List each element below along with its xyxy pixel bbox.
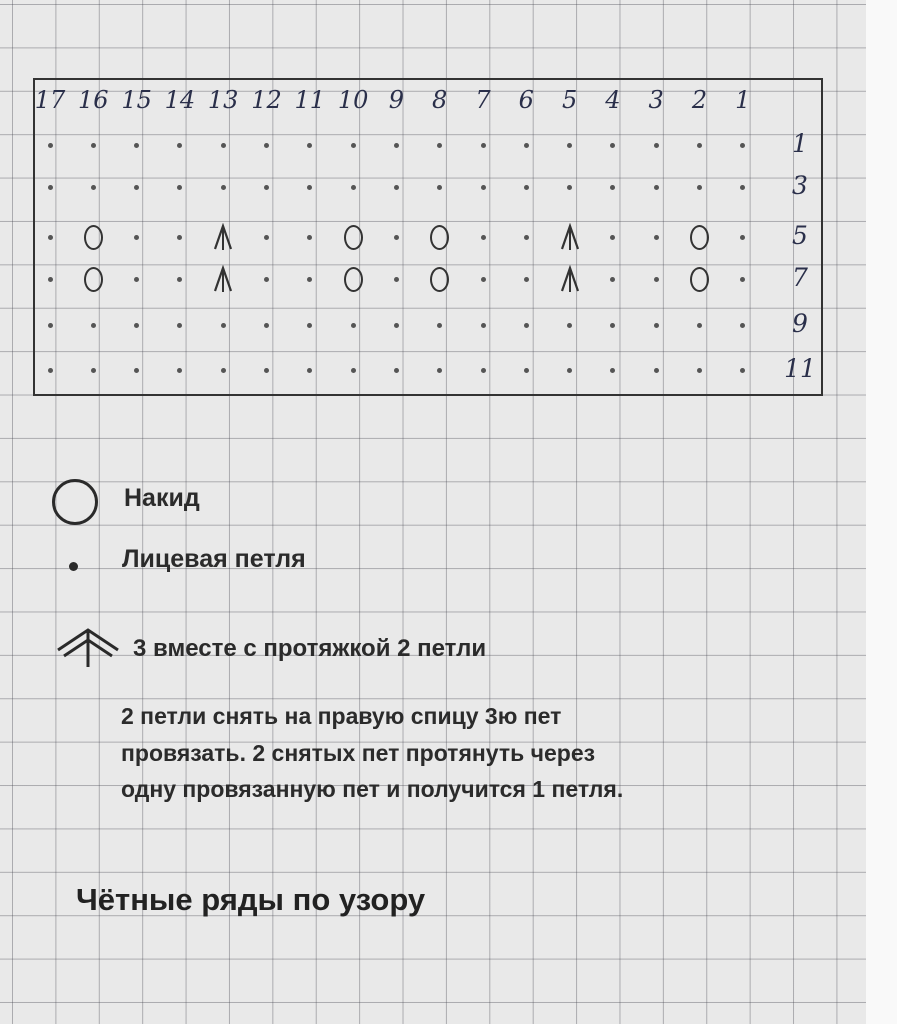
chart-cell xyxy=(638,259,674,299)
yarn-over-symbol-icon xyxy=(52,479,98,525)
chart-cell xyxy=(508,125,544,165)
chart-cell xyxy=(205,167,241,207)
column-number: 3 xyxy=(648,86,664,114)
arrow-up-icon xyxy=(212,223,234,251)
decrease-description-line: провязать. 2 снятых пет протянуть через xyxy=(121,740,596,766)
row-number: 3 xyxy=(792,171,808,200)
dot-icon xyxy=(91,368,96,373)
dot-icon xyxy=(177,368,182,373)
column-number: 5 xyxy=(561,86,578,114)
dot-icon xyxy=(307,235,312,240)
chart-cell xyxy=(335,217,371,257)
chart-cell xyxy=(465,259,501,299)
column-number: 4 xyxy=(605,86,621,114)
chart-cell xyxy=(595,350,631,390)
chart-cell xyxy=(32,350,68,390)
dot-icon xyxy=(91,143,96,148)
dot-icon xyxy=(697,323,702,328)
dot-icon xyxy=(307,277,312,282)
column-number: 11 xyxy=(294,86,326,114)
chart-cell xyxy=(292,125,328,165)
chart-cell xyxy=(205,259,241,299)
chart-cell xyxy=(595,167,631,207)
dot-icon xyxy=(48,323,53,328)
chart-cell xyxy=(422,305,458,345)
row-number: 11 xyxy=(784,354,816,383)
dot-icon xyxy=(610,143,615,148)
chart-cell xyxy=(119,217,155,257)
chart-cell xyxy=(32,305,68,345)
chart-cell xyxy=(205,350,241,390)
dot-icon xyxy=(481,235,486,240)
dot-icon xyxy=(91,323,96,328)
dot-icon xyxy=(654,277,659,282)
dot-icon xyxy=(394,185,399,190)
dot-icon xyxy=(697,143,702,148)
page-edge xyxy=(866,0,897,1024)
dot-icon xyxy=(437,143,442,148)
column-number: 8 xyxy=(432,86,448,114)
chart-cell xyxy=(75,167,111,207)
dot-icon xyxy=(221,185,226,190)
dot-icon xyxy=(134,368,139,373)
chart-cell xyxy=(249,217,285,257)
dot-icon xyxy=(567,323,572,328)
dot-icon xyxy=(610,323,615,328)
dot-icon xyxy=(740,323,745,328)
chart-cell xyxy=(32,125,68,165)
dot-icon xyxy=(48,277,53,282)
row-number: 1 xyxy=(792,129,808,158)
chart-cell xyxy=(378,217,414,257)
dot-icon xyxy=(351,368,356,373)
chart-cell xyxy=(292,350,328,390)
circle-icon xyxy=(690,267,709,292)
dot-icon xyxy=(134,323,139,328)
column-number: 2 xyxy=(691,86,708,114)
decrease-symbol-icon xyxy=(56,626,120,668)
chart-cell xyxy=(205,125,241,165)
dot-icon xyxy=(177,277,182,282)
dot-icon xyxy=(134,235,139,240)
chart-cell xyxy=(162,167,198,207)
dot-icon xyxy=(481,323,486,328)
dot-icon xyxy=(654,143,659,148)
row-number: 7 xyxy=(792,263,808,292)
dot-icon xyxy=(394,368,399,373)
chart-cell xyxy=(422,125,458,165)
column-number: 13 xyxy=(207,86,239,114)
dot-icon xyxy=(264,185,269,190)
column-number: 15 xyxy=(121,86,152,114)
dot-icon xyxy=(48,235,53,240)
column-number: 6 xyxy=(518,86,534,114)
dot-icon xyxy=(177,235,182,240)
column-number: 17 xyxy=(34,86,66,114)
chart-cell xyxy=(335,167,371,207)
dot-icon xyxy=(524,277,529,282)
dot-icon xyxy=(177,323,182,328)
dot-icon xyxy=(740,143,745,148)
chart-cell xyxy=(422,259,458,299)
chart-cell xyxy=(682,305,718,345)
chart-cell xyxy=(638,217,674,257)
dot-icon xyxy=(437,323,442,328)
chart-cell xyxy=(422,350,458,390)
chart-cell xyxy=(335,305,371,345)
chart-cell xyxy=(75,217,111,257)
chart-cell xyxy=(595,259,631,299)
circle-icon xyxy=(84,267,103,292)
chart-cell xyxy=(292,305,328,345)
chart-cell xyxy=(682,167,718,207)
chart-cell xyxy=(335,125,371,165)
dot-icon xyxy=(697,185,702,190)
circle-icon xyxy=(690,225,709,250)
dot-icon xyxy=(264,323,269,328)
legend-yarn-over-label: Накид xyxy=(124,484,200,512)
dot-icon xyxy=(610,185,615,190)
dot-icon xyxy=(524,143,529,148)
dot-icon xyxy=(221,323,226,328)
arrow-up-icon xyxy=(559,223,581,251)
dot-icon xyxy=(307,323,312,328)
row-number: 9 xyxy=(792,309,808,338)
dot-icon xyxy=(524,368,529,373)
chart-cell xyxy=(552,217,588,257)
row-number: 5 xyxy=(792,221,808,250)
chart-cell xyxy=(119,125,155,165)
chart-cell xyxy=(292,217,328,257)
dot-icon xyxy=(264,235,269,240)
chart-cell xyxy=(422,217,458,257)
dot-icon xyxy=(264,277,269,282)
chart-cell xyxy=(32,217,68,257)
dot-icon xyxy=(740,277,745,282)
chart-cell xyxy=(638,305,674,345)
chart-cell xyxy=(638,167,674,207)
legend-decrease-label: 3 вместе с протяжкой 2 петли xyxy=(133,635,487,662)
chart-cell xyxy=(508,167,544,207)
dot-icon xyxy=(394,143,399,148)
chart-cell xyxy=(725,259,761,299)
chart-cell xyxy=(378,350,414,390)
dot-icon xyxy=(740,185,745,190)
column-number: 12 xyxy=(251,86,282,114)
dot-icon xyxy=(524,185,529,190)
chart-cell xyxy=(682,125,718,165)
dot-icon xyxy=(610,235,615,240)
legend-knit-label: Лицевая петля xyxy=(122,545,306,573)
chart-cell xyxy=(249,167,285,207)
chart-cell xyxy=(119,305,155,345)
chart-cell xyxy=(465,125,501,165)
dot-icon xyxy=(394,235,399,240)
chart-cell xyxy=(32,259,68,299)
chart-cell xyxy=(292,167,328,207)
dot-icon xyxy=(134,185,139,190)
dot-icon xyxy=(91,185,96,190)
dot-icon xyxy=(48,368,53,373)
chart-cell xyxy=(378,305,414,345)
dot-icon xyxy=(567,368,572,373)
chart-cell xyxy=(508,217,544,257)
column-number: 10 xyxy=(337,86,369,114)
dot-icon xyxy=(221,143,226,148)
dot-icon xyxy=(351,323,356,328)
dot-icon xyxy=(610,368,615,373)
dot-icon xyxy=(48,185,53,190)
chart-cell xyxy=(162,305,198,345)
dot-icon xyxy=(481,185,486,190)
dot-icon xyxy=(264,368,269,373)
column-number: 14 xyxy=(164,86,196,114)
chart-cell xyxy=(162,350,198,390)
chart-cell xyxy=(725,305,761,345)
dot-icon xyxy=(394,323,399,328)
chart-cell xyxy=(552,259,588,299)
chart-cell xyxy=(595,125,631,165)
dot-icon xyxy=(524,323,529,328)
dot-icon xyxy=(351,185,356,190)
circle-icon xyxy=(344,267,363,292)
circle-icon xyxy=(430,225,449,250)
dot-icon xyxy=(437,368,442,373)
chart-cell xyxy=(465,305,501,345)
chart-cell xyxy=(465,350,501,390)
dot-icon xyxy=(307,185,312,190)
column-number: 16 xyxy=(78,86,109,114)
dot-icon xyxy=(177,143,182,148)
dot-icon xyxy=(654,323,659,328)
chart-cell xyxy=(32,167,68,207)
chart-cell xyxy=(162,217,198,257)
chart-cell xyxy=(75,305,111,345)
chart-cell xyxy=(335,350,371,390)
chart-cell xyxy=(292,259,328,299)
chart-cell xyxy=(205,305,241,345)
chart-cell xyxy=(552,305,588,345)
dot-icon xyxy=(481,277,486,282)
chart-cell xyxy=(595,217,631,257)
chart-cell xyxy=(682,259,718,299)
chart-cell xyxy=(552,125,588,165)
dot-icon xyxy=(134,143,139,148)
dot-icon xyxy=(221,368,226,373)
chart-cell xyxy=(552,350,588,390)
chart-cell xyxy=(508,305,544,345)
chart-cell xyxy=(638,125,674,165)
chart-cell xyxy=(552,167,588,207)
chart-cell xyxy=(378,125,414,165)
dot-icon xyxy=(740,235,745,240)
chart-cell xyxy=(422,167,458,207)
chart-cell xyxy=(725,350,761,390)
decrease-description-line: 2 петли снять на правую спицу 3ю пет xyxy=(121,703,562,729)
chart-cell xyxy=(378,167,414,207)
chart-cell xyxy=(682,217,718,257)
circle-icon xyxy=(430,267,449,292)
dot-icon xyxy=(437,185,442,190)
column-number: 7 xyxy=(475,86,491,114)
dot-icon xyxy=(264,143,269,148)
chart-cell xyxy=(682,350,718,390)
chart-cell xyxy=(595,305,631,345)
decrease-description-line: одну провязанную пет и получится 1 петля. xyxy=(121,776,624,802)
dot-icon xyxy=(740,368,745,373)
chart-cell xyxy=(249,350,285,390)
knit-symbol-icon xyxy=(69,562,78,571)
dot-icon xyxy=(307,368,312,373)
dot-icon xyxy=(654,235,659,240)
chart-cell xyxy=(119,259,155,299)
dot-icon xyxy=(134,277,139,282)
column-number: 1 xyxy=(735,86,751,114)
chart-cell xyxy=(465,167,501,207)
chart-cell xyxy=(508,259,544,299)
dot-icon xyxy=(351,143,356,148)
dot-icon xyxy=(307,143,312,148)
dot-icon xyxy=(567,185,572,190)
circle-icon xyxy=(344,225,363,250)
dot-icon xyxy=(481,368,486,373)
chart-cell xyxy=(725,167,761,207)
chart-cell xyxy=(335,259,371,299)
chart-cell xyxy=(75,350,111,390)
dot-icon xyxy=(481,143,486,148)
dot-icon xyxy=(654,185,659,190)
chart-cell xyxy=(119,167,155,207)
chart-cell xyxy=(162,259,198,299)
circle-icon xyxy=(84,225,103,250)
dot-icon xyxy=(697,368,702,373)
chart-cell xyxy=(249,259,285,299)
dot-icon xyxy=(610,277,615,282)
chart-cell xyxy=(508,350,544,390)
chart-cell xyxy=(638,350,674,390)
chart-cell xyxy=(725,217,761,257)
dot-icon xyxy=(567,143,572,148)
chart-cell xyxy=(249,305,285,345)
arrow-up-icon xyxy=(212,265,234,293)
chart-cell xyxy=(249,125,285,165)
dot-icon xyxy=(48,143,53,148)
even-rows-note: Чётные ряды по узору xyxy=(76,882,426,917)
chart-cell xyxy=(465,217,501,257)
chart-cell xyxy=(378,259,414,299)
chart-cell xyxy=(205,217,241,257)
chart-cell xyxy=(75,125,111,165)
chart-cell xyxy=(119,350,155,390)
dot-icon xyxy=(654,368,659,373)
chart-cell xyxy=(725,125,761,165)
chart-cell xyxy=(162,125,198,165)
dot-icon xyxy=(177,185,182,190)
column-number: 9 xyxy=(388,86,405,114)
dot-icon xyxy=(524,235,529,240)
arrow-up-icon xyxy=(559,265,581,293)
chart-cell xyxy=(75,259,111,299)
dot-icon xyxy=(394,277,399,282)
